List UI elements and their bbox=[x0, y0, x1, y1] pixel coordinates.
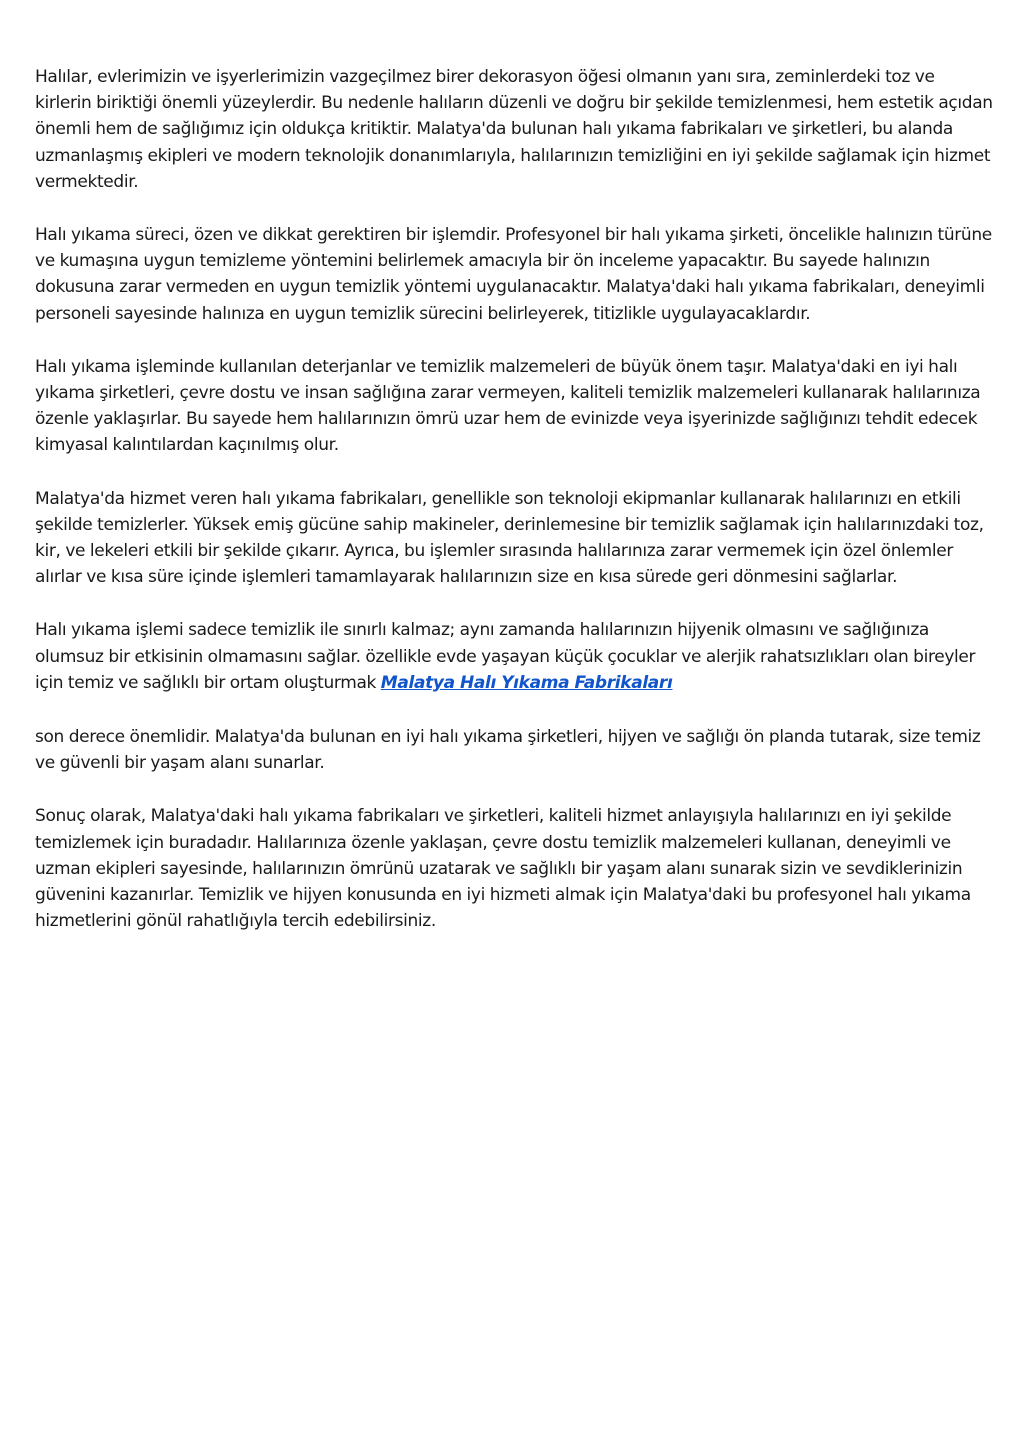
paragraph-hygiene bbox=[35, 617, 993, 696]
paragraph-hygiene-text: Halı yıkama işlemi sadece temizlik ile sınırlı kalmaz; aynı zamanda halılarınızın hijyenik olmasını ve sağlığınıza olumsuz bir etkisinin olmamasını sağlar. özellikle evde yaşayan küçük çocuklar ve alerjik rahatsızlıkları olan bireyler için temiz ve sağlıklı bir ortam oluşturmak bbox=[35, 620, 976, 693]
paragraph-conclusion: Sonuç olarak, Malatya'daki halı yıkama fabrikaları ve şirketleri, kaliteli hizmet anlayışıyla halılarınızı en iyi şekilde temizlemek için buradadır. Halılarınıza özenle yaklaşan, çevre dostu temizlik malzemeleri kullanan, deneyimli ve uzman ekipleri sayesinde, halılarınızın ömrünü uzatarak ve sağlıklı bir yaşam alanı sunarak sizin ve sevdiklerinizin güvenini kazanırlar. Temizlik ve hijyen konusunda en iyi hizmeti almak için Malatya'daki bu profesyonel halı yıkama hizmetlerini gönül rahatlığıyla tercih edebilirsiniz. bbox=[35, 806, 971, 932]
paragraph-intro: Halılar, evlerimizin ve işyerlerimizin vazgeçilmez birer dekorasyon öğesi olmanın yanı sıra, zeminlerdeki toz ve kirlerin biriktiği önemli yüzeylerdir. Bu nedenle halıların düzenli ve doğru bir şekilde temizlenmesi, hem estetik açıdan önemli hem de sağlığımız için oldukça kritiktir. Malatya'da bulunan halı yıkama fabrikaları ve şirketleri, bu alanda uzmanlaşmış ekipleri ve modern teknolojik donanımlarıyla, halılarınızın temizliğini en iyi şekilde sağlamak için hizmet vermektedir. bbox=[35, 67, 993, 192]
malatya-hali-yikama-link[interactable]: Malatya Halı Yıkama Fabrikaları bbox=[380, 672, 673, 693]
document-body bbox=[35, 64, 993, 961]
paragraph-technology: Malatya'da hizmet veren halı yıkama fabrikaları, genellikle son teknoloji ekipmanlar kullanarak halılarınızı en etkili şekilde temizlerler. Yüksek emiş gücüne sahip makineler, derinlemesine bir temizlik sağlamak için halılarınızdaki toz, kir, ve lekeleri etkili bir şekilde çıkarır. Ayrıca, bu işlemler sırasında halılarınıza zarar vermemek için özel önlemler alırlar ve kısa süre içinde işlemleri tamamlayarak halılarınızın size en kısa sürede geri dönmesini sağlarlar. bbox=[35, 488, 984, 588]
paragraph-process: Halı yıkama süreci, özen ve dikkat gerektiren bir işlemdir. Profesyonel bir halı yıkama şirketi, öncelikle halınızın türüne ve kumaşına uygun temizleme yöntemini belirlemek amacıyla bir ön inceleme yapacaktır. Bu sayede halınızın dokusuna zarar vermeden en uygun temizlik yöntemi uygulanacaktır. Malatya'daki halı yıkama fabrikaları, deneyimli personeli sayesinde halınıza en uygun temizlik sürecini belirleyerek, titizlikle uygulayacaklardır. bbox=[35, 225, 992, 324]
paragraph-detergents: Halı yıkama işleminde kullanılan deterjanlar ve temizlik malzemeleri de büyük önem taşır. Malatya'daki en iyi halı yıkama şirketleri, çevre dostu ve insan sağlığına zarar vermeyen, kaliteli temizlik malzemeleri kullanarak halılarınıza özenle yaklaşırlar. Bu sayede hem halılarınızın ömrü uzar hem de evinizde veya işyerinizde sağlığınızı tehdit edecek kimyasal kalıntılardan kaçınılmış olur. bbox=[35, 356, 981, 456]
paragraph-after-link: son derece önemlidir. Malatya'da bulunan en iyi halı yıkama şirketleri, hijyen ve sağlığı ön planda tutarak, size temiz ve güvenli bir yaşam alanı sunarlar. bbox=[35, 727, 981, 774]
